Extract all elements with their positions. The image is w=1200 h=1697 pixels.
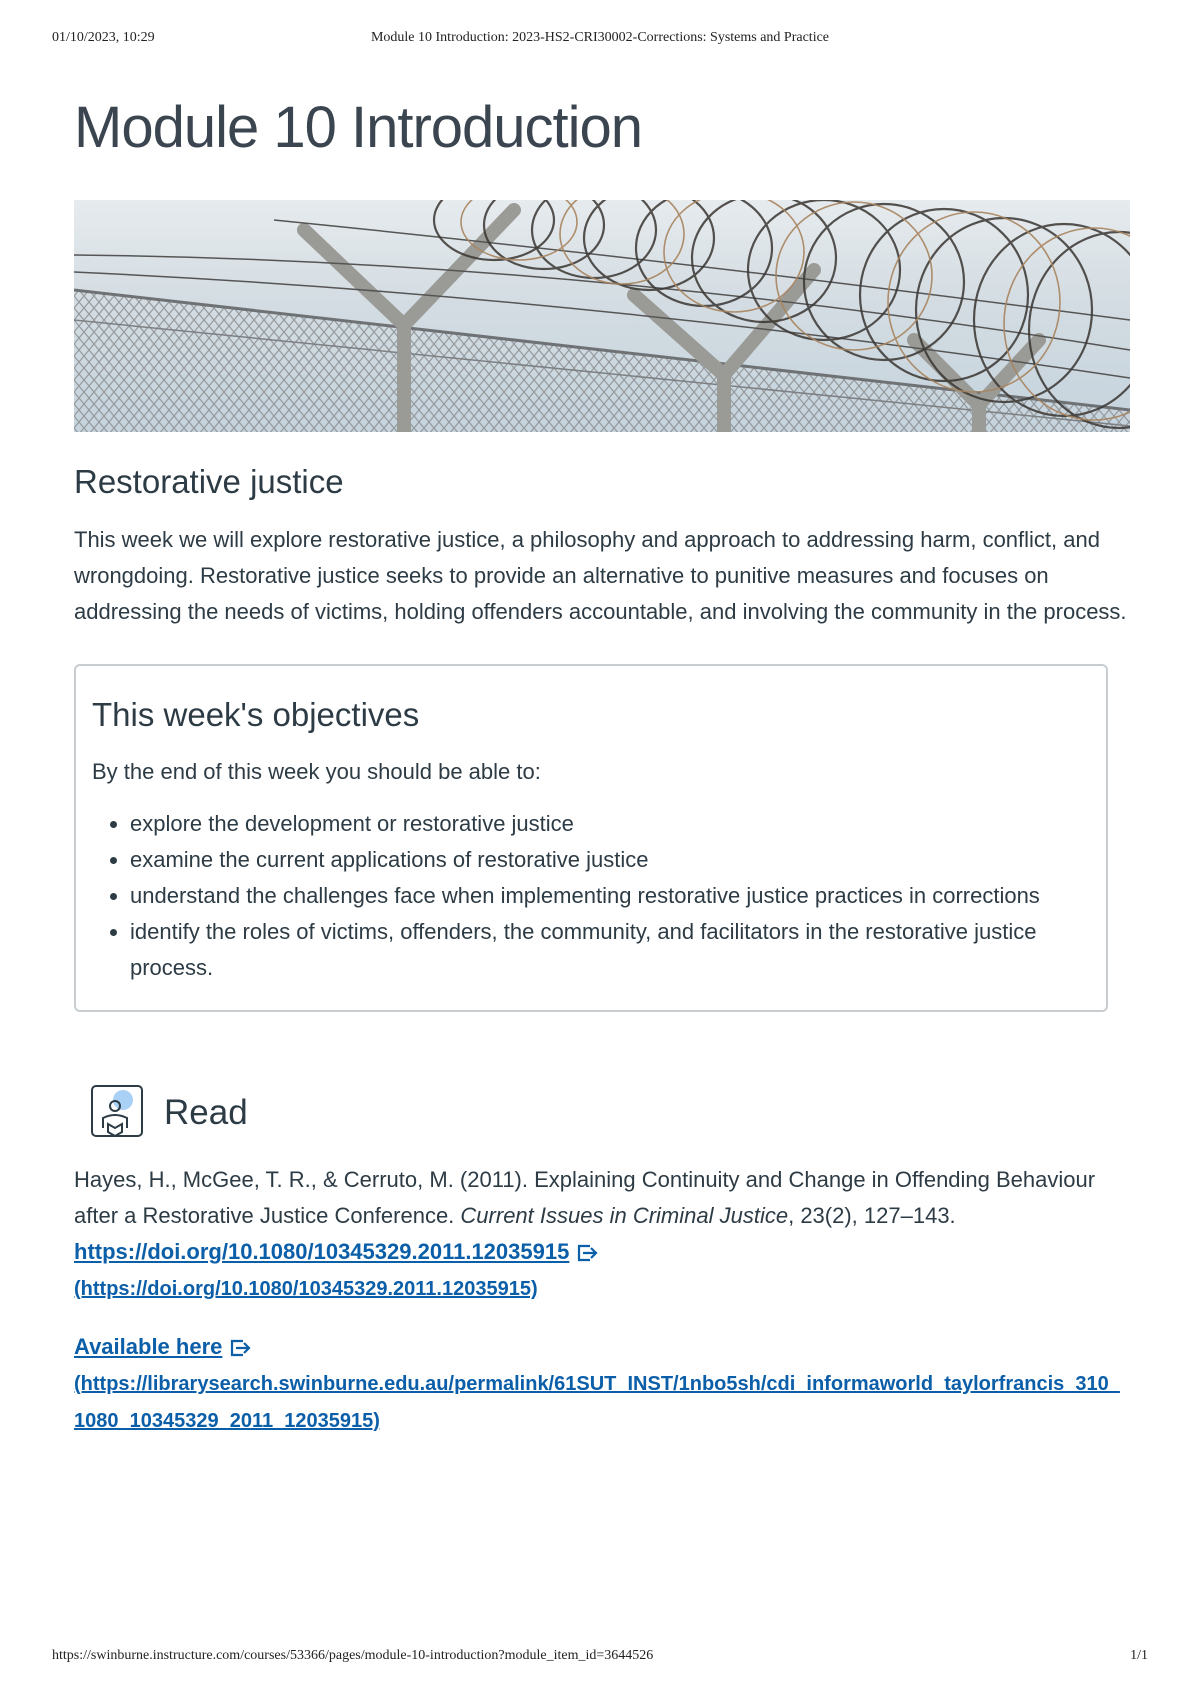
intro-paragraph: This week we will explore restorative justice, a philosophy and approach to addressing harm, conflict, and wrongdoing. Restorative justice seeks to provide an alternative to punitive measures and focuses on addressing the needs of victims, holding offenders accountable, and involving the community in the process.: [74, 527, 1127, 624]
reading-person-icon: [90, 1084, 144, 1138]
read-heading: [74, 1084, 1130, 1148]
page-title: Module 10 Introduction: [74, 95, 643, 160]
objectives-list: [92, 806, 1090, 986]
objective-item: • identify the roles of victims, offenders, the community, and facilitators in the restorative justice process.: [130, 914, 1090, 986]
barbed-wire-fence-photo: [74, 200, 1130, 432]
doi-link-parenthetical[interactable]: (https://doi.org/10.1080/10345329.2011.12035915): [74, 1278, 538, 1300]
citation-tail: , 23(2), 127–143.: [788, 1203, 956, 1228]
external-link-icon: [230, 1339, 252, 1357]
citation: [74, 1162, 1130, 1307]
read-label: Read: [164, 1093, 248, 1132]
citation-journal: Current Issues in Criminal Justice: [460, 1203, 789, 1228]
available-here-link[interactable]: Available here: [74, 1334, 223, 1359]
objective-item: • understand the challenges face when implementing restorative justice practices in corrections: [130, 878, 1090, 914]
objective-item: • examine the current applications of restorative justice: [130, 842, 1090, 878]
section-title: Restorative justice: [74, 463, 344, 500]
print-url: https://swinburne.instructure.com/courses/53366/pages/module-10-introduction?module_item_id=3644526: [52, 1648, 654, 1663]
library-link-parenthetical[interactable]: (https://librarysearch.swinburne.edu.au/permalink/61SUT_INST/1nbo5sh/cdi_informaworld_taylorfrancis_310_1080_10345329_2011_12035915): [74, 1373, 1120, 1432]
banner-image: [74, 200, 1130, 432]
print-footer: [52, 1648, 1148, 1668]
objectives-title: This week's objectives: [92, 696, 420, 733]
objectives-box: [74, 664, 1108, 1012]
doi-link[interactable]: https://doi.org/10.1080/10345329.2011.12035915: [74, 1239, 570, 1264]
citation-authors: Hayes, H., McGee, T. R., & Cerruto, M. (2011). Explaining Continuity and Change in Offending Behaviour after a Restorative Justice Conference.: [74, 1167, 1096, 1228]
available-paragraph: [74, 1329, 1130, 1439]
print-doc-title: Module 10 Introduction: 2023-HS2-CRI30002-Corrections: Systems and Practice: [370, 30, 830, 45]
print-datetime: 01/10/2023, 10:29: [52, 30, 155, 45]
external-link-icon: [577, 1244, 599, 1262]
print-header: [52, 30, 1148, 50]
objectives-lead: By the end of this week you should be able to:: [92, 759, 541, 784]
print-page-number: 1/1: [1130, 1648, 1148, 1663]
page-content: [74, 90, 1130, 1439]
objective-item: • explore the development or restorative justice: [130, 806, 1090, 842]
